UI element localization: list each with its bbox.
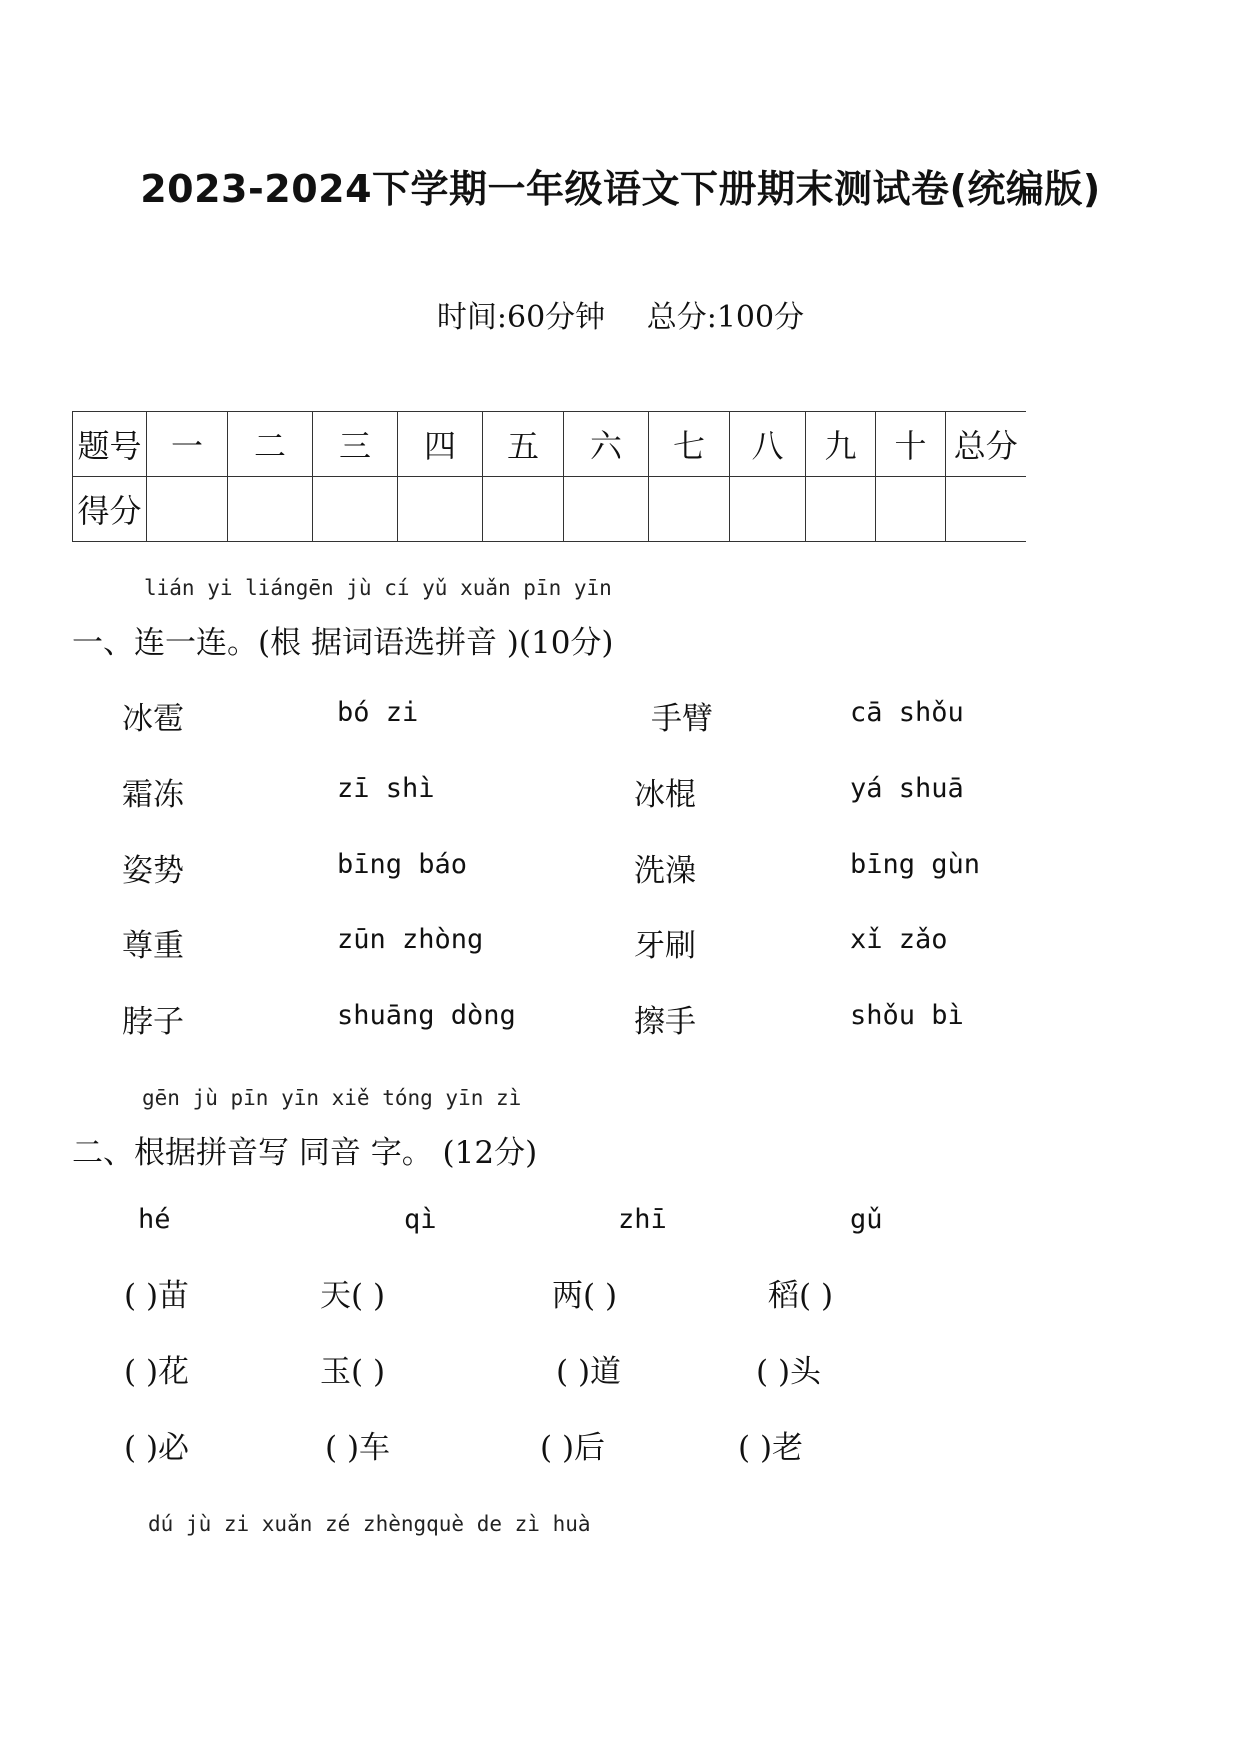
score-table-score-row: [73, 477, 1026, 542]
right-word: 洗澡: [634, 853, 696, 889]
right-word: 手臂: [651, 701, 713, 737]
score-cell[interactable]: [564, 477, 649, 542]
score-cell[interactable]: [313, 477, 398, 542]
score-header-label: 题号: [73, 412, 147, 477]
right-pinyin: yá shuā: [850, 773, 964, 804]
score-header-cell: 七: [649, 412, 730, 477]
fill-blank-item[interactable]: ( )头: [756, 1354, 822, 1390]
syllable-label: hé: [138, 1204, 171, 1235]
score-header-cell: 八: [730, 412, 806, 477]
section2-heading: 二、根据拼音写 同音 字。 (12分): [72, 1135, 538, 1171]
score-row-label: 得分: [73, 477, 147, 542]
left-word: 尊重: [122, 928, 184, 964]
fill-blank-item[interactable]: 两( ): [552, 1278, 618, 1314]
score-cell-total[interactable]: [946, 477, 1026, 542]
score-cell[interactable]: [398, 477, 483, 542]
exam-total: 总分:100分: [646, 300, 805, 335]
score-header-total: 总分: [946, 412, 1026, 477]
right-word: 擦手: [634, 1004, 696, 1040]
fill-blank-item[interactable]: ( )苗: [124, 1278, 190, 1314]
left-pinyin: shuāng dòng: [337, 1000, 516, 1031]
fill-blank-item[interactable]: 玉( ): [320, 1354, 386, 1390]
syllable-label: zhī: [618, 1204, 667, 1235]
score-header-cell: 一: [147, 412, 228, 477]
score-cell[interactable]: [147, 477, 228, 542]
score-header-cell: 二: [228, 412, 313, 477]
score-cell[interactable]: [483, 477, 564, 542]
left-pinyin: bó zi: [337, 697, 419, 728]
left-word: 霜冻: [122, 777, 184, 813]
score-cell[interactable]: [806, 477, 876, 542]
score-table-header-row: [73, 412, 1026, 477]
right-pinyin: shǒu bì: [850, 1000, 964, 1031]
right-word: 冰棍: [634, 777, 696, 813]
score-header-cell: 十: [876, 412, 946, 477]
syllable-label: gǔ: [850, 1204, 883, 1235]
fill-blank-item[interactable]: ( )车: [325, 1430, 391, 1466]
score-cell[interactable]: [730, 477, 806, 542]
score-table: [72, 411, 1026, 542]
left-word: 冰雹: [122, 701, 184, 737]
left-pinyin: bīng báo: [337, 849, 468, 880]
exam-time: 时间:60分钟: [436, 300, 606, 335]
exam-meta: [0, 292, 1241, 336]
right-word: 牙刷: [634, 928, 696, 964]
score-cell[interactable]: [876, 477, 946, 542]
score-cell[interactable]: [228, 477, 313, 542]
page-title: 2023-2024下学期一年级语文下册期末测试卷(统编版): [140, 167, 1101, 211]
left-word: 姿势: [122, 853, 184, 889]
section2-pinyin-hint: gēn jù pīn yīn xiě tóng yīn zì: [142, 1086, 522, 1110]
left-pinyin: zūn zhòng: [337, 924, 484, 955]
score-header-cell: 五: [483, 412, 564, 477]
score-header-cell: 六: [564, 412, 649, 477]
left-pinyin: zī shì: [337, 773, 435, 804]
score-header-cell: 三: [313, 412, 398, 477]
fill-blank-item[interactable]: ( )花: [124, 1354, 190, 1390]
fill-blank-item[interactable]: ( )必: [124, 1430, 190, 1466]
right-pinyin: xǐ zǎo: [850, 924, 948, 955]
syllable-label: qì: [404, 1204, 437, 1235]
section1-pinyin-hint: lián yi liángēn jù cí yǔ xuǎn pīn yīn: [144, 576, 612, 600]
fill-blank-item[interactable]: ( )老: [738, 1430, 804, 1466]
section1-heading: 一、连一连。(根 据词语选拼音 )(10分): [72, 625, 614, 661]
fill-blank-item[interactable]: ( )后: [540, 1430, 606, 1466]
fill-blank-item[interactable]: 天( ): [320, 1278, 386, 1314]
score-cell[interactable]: [649, 477, 730, 542]
section3-pinyin-hint: dú jù zi xuǎn zé zhèngquè de zì huà: [148, 1512, 591, 1536]
score-header-cell: 四: [398, 412, 483, 477]
score-header-cell: 九: [806, 412, 876, 477]
fill-blank-item[interactable]: 稻( ): [768, 1278, 834, 1314]
left-word: 脖子: [122, 1004, 184, 1040]
right-pinyin: cā shǒu: [850, 697, 964, 728]
right-pinyin: bīng gùn: [850, 849, 981, 880]
fill-blank-item[interactable]: ( )道: [556, 1354, 622, 1390]
